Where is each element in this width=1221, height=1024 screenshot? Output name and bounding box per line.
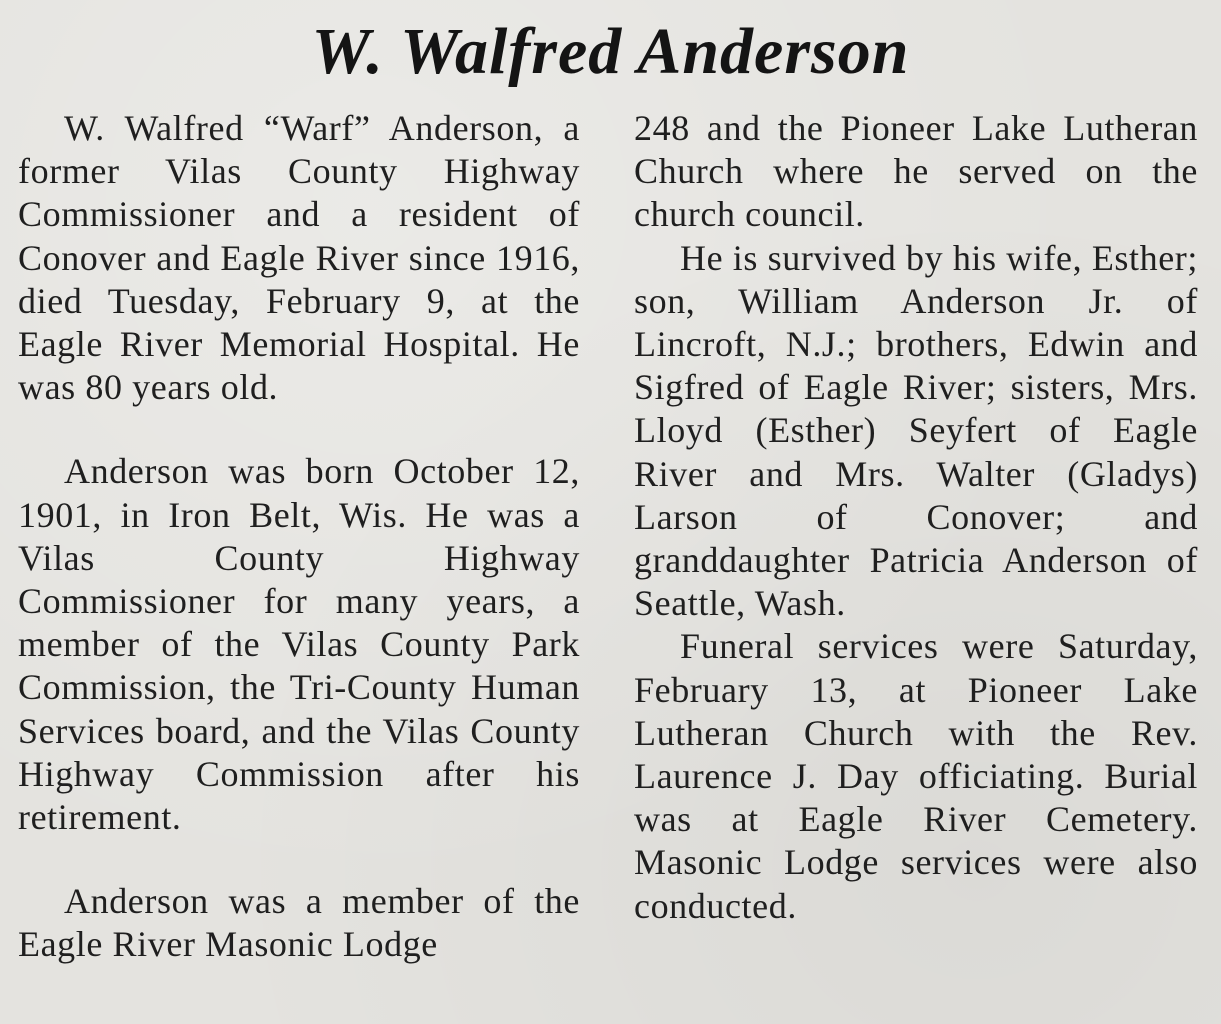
- paragraph-biography: Anderson was born October 12, 1901, in Iron Belt, Wis. He was a Vilas County Highway Commissioner for many years, a member of the Vilas County Park Commission, the Tri-County Human Services board, and the Vilas County Highway Commission after his retirement.: [18, 451, 580, 838]
- paragraph-memberships-continued: 248 and the Pioneer Lake Lutheran Church where he served on the church council.: [634, 108, 1198, 235]
- paragraph-death-notice: W. Walfred “Warf” Anderson, a former Vilas County Highway Commissioner and a resident of Conover and Eagle River since 1916, died Tuesday, February 9, at the Eagle River Memorial Hospital. He was 80 years old.: [18, 108, 580, 408]
- paragraph-survivors: He is survived by his wife, Esther; son, William Anderson Jr. of Lincroft, N.J.; brothers, Edwin and Sigfred of Eagle River; sisters, Mrs. Lloyd (Esther) Seyfert of Eagle River and Mrs. Walter (Gladys) Larson of Conover; and granddaughter Patricia Anderson of Seattle, Wash.: [634, 237, 1198, 624]
- obituary-headline: W. Walfred Anderson: [311, 15, 910, 88]
- right-column: [634, 107, 1198, 928]
- paragraph-memberships-start: Anderson was a member of the Eagle River Masonic Lodge: [18, 881, 580, 965]
- left-column: [18, 107, 580, 967]
- paragraph-funeral-services: Funeral services were Saturday, February 13, at Pioneer Lake Lutheran Church with the Rev. Laurence J. Day officiating. Burial was at Eagle River Cemetery. Masonic Lodge services were also conducted.: [634, 626, 1198, 926]
